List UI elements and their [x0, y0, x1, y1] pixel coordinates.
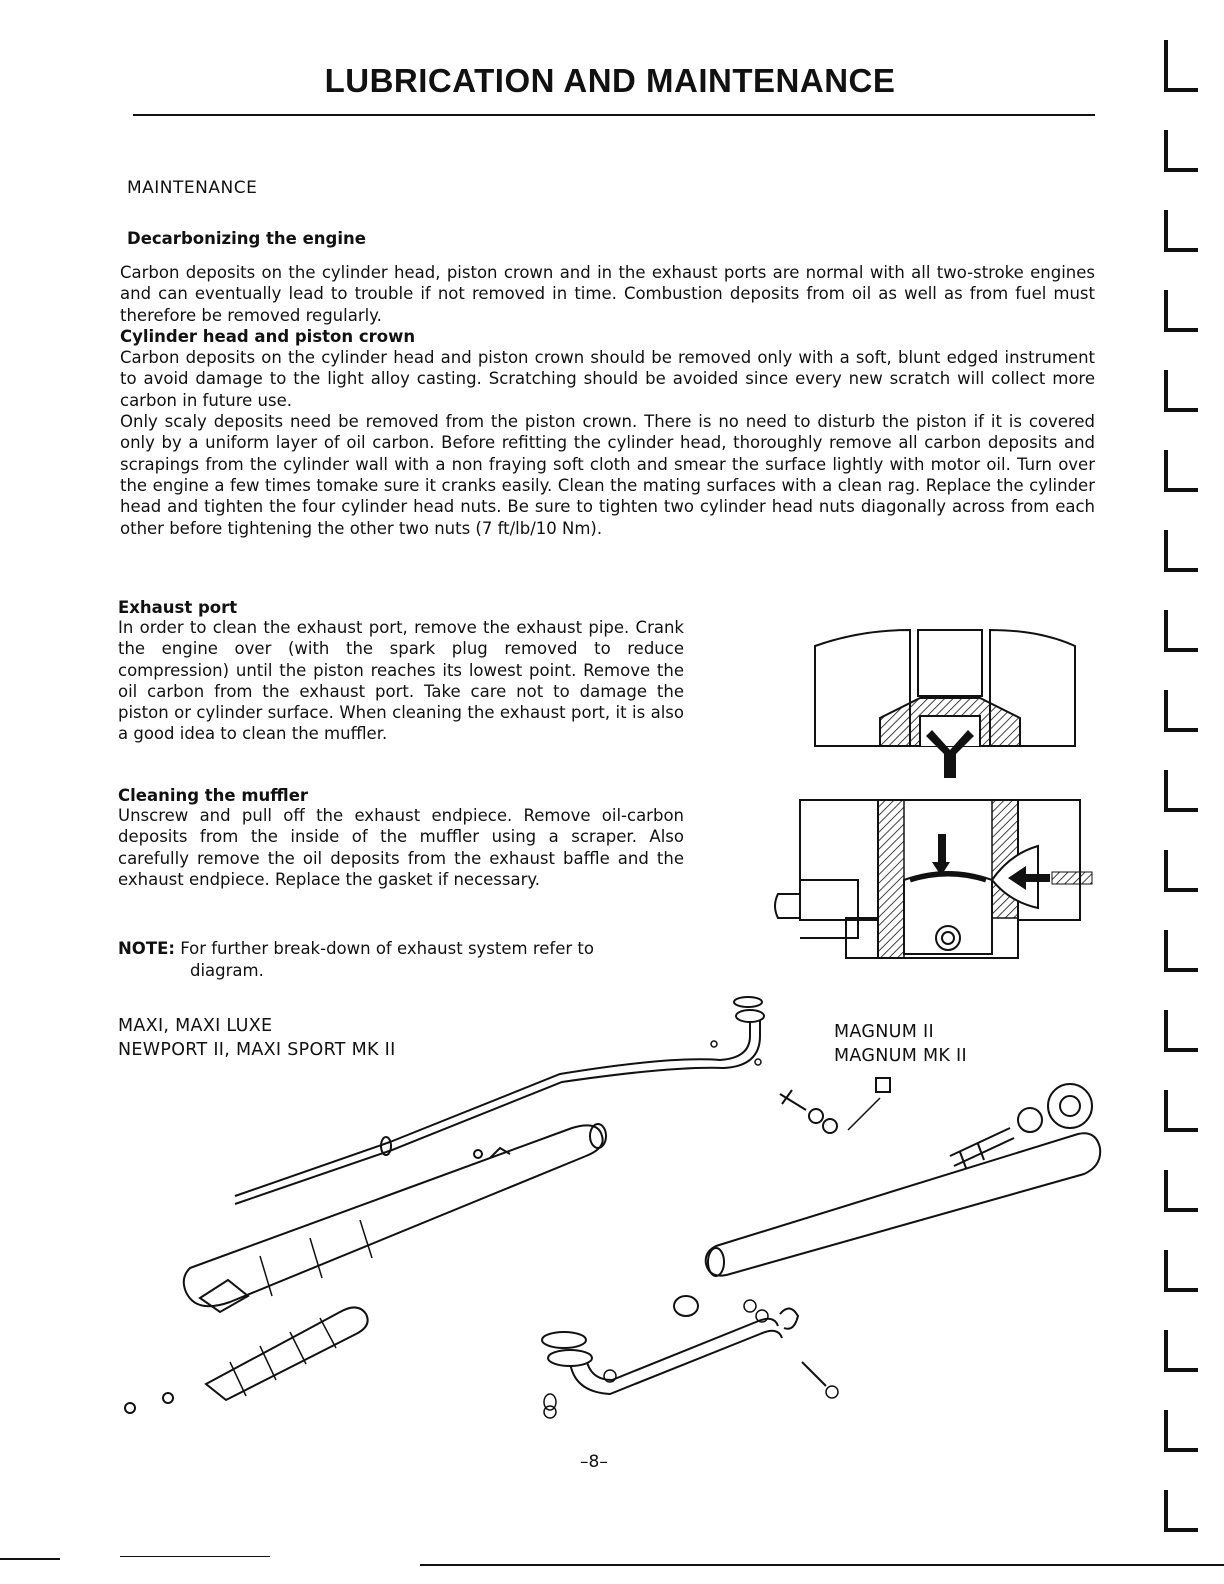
bottom-rule-left	[0, 1558, 60, 1560]
para-2: Only scaly deposits need be removed from the piston crown. There is no need to disturb the piston if it is covered only by a uniform layer of oil carbon. Before refitting the cylinder head, thoroughly remove all carbon deposits and scrapings from the cylinder wall with a non fraying soft cloth and smear the surface lightly with motor oil. Turn over the engine a few times tomake sure it cranks easily. Clean the mating surfaces with a clean rag. Replace the cylinder head and tighten the four cylinder head nuts. Be sure to tighten two cylinder head nuts diagonally across from each other before tightening the other two nuts (7 ft/lb/10 Nm).	[120, 412, 1095, 538]
cylinder-head-diagram	[770, 618, 1100, 970]
exhaust-port-text: In order to clean the exhaust port, remove the exhaust pipe. Crank the engine over (with the spark plug removed to reduce compression) until the piston reaches its lowest point. Remove the oil carbon from the exhaust port. Take care not to damage the piston or cylinder surface. When cleaning the exhaust port, it is also a good idea to clean the muffler.	[118, 618, 684, 744]
caption-right-line-1: MAGNUM II	[834, 1022, 934, 1042]
caption-right	[834, 1020, 967, 1068]
note-label: NOTE:	[118, 939, 175, 958]
exhaust-port-block	[118, 598, 684, 745]
cylinder-head-heading: Cylinder head and piston crown	[120, 326, 416, 346]
section-heading: MAINTENANCE	[127, 178, 258, 198]
page-title: LUBRICATION AND MAINTENANCE	[324, 62, 896, 99]
note-text: For further break-down of exhaust system refer to	[180, 939, 594, 958]
muffler-heading: Cleaning the muffler	[118, 786, 309, 805]
decarbonizing-text	[120, 262, 1095, 539]
note-text-2: diagram.	[190, 961, 264, 980]
muffler-block	[118, 786, 684, 890]
caption-right-line-2: MAGNUM MK II	[834, 1046, 967, 1066]
page-number: –8–	[580, 1452, 608, 1472]
caption-left-line-2: NEWPORT II, MAXI SPORT MK II	[118, 1040, 396, 1060]
exhaust-port-heading: Exhaust port	[118, 598, 238, 617]
caption-left-line-1: MAXI, MAXI LUXE	[118, 1016, 273, 1036]
bottom-rule-mid	[120, 1556, 270, 1557]
decarbonizing-heading: Decarbonizing the engine	[127, 229, 366, 248]
edge-tab-marks	[1150, 20, 1210, 1560]
intro-paragraph: Carbon deposits on the cylinder head, piston crown and in the exhaust ports are normal with all two-stroke engines and can eventually lead to trouble if not removed in time. Combustion deposits from oil as well as from fuel must therefore be removed regularly.	[120, 263, 1095, 325]
note	[118, 938, 684, 982]
muffler-text: Unscrew and pull off the exhaust endpiece. Remove oil-carbon deposits from the inside of the muffler using a scraper. Also carefully remove the oil deposits from the exhaust baffle and the exhaust endpiece. Replace the gasket if necessary.	[118, 806, 684, 889]
exhaust-diagram-magnum	[530, 1076, 1110, 1426]
bottom-rule-right	[420, 1564, 1224, 1566]
para-1: Carbon deposits on the cylinder head and piston crown should be removed only with a soft, blunt edged instrument to avoid damage to the light alloy casting. Scratching should be avoided since every new scratch will collect more carbon in future use.	[120, 348, 1095, 410]
title-rule	[133, 114, 1095, 116]
